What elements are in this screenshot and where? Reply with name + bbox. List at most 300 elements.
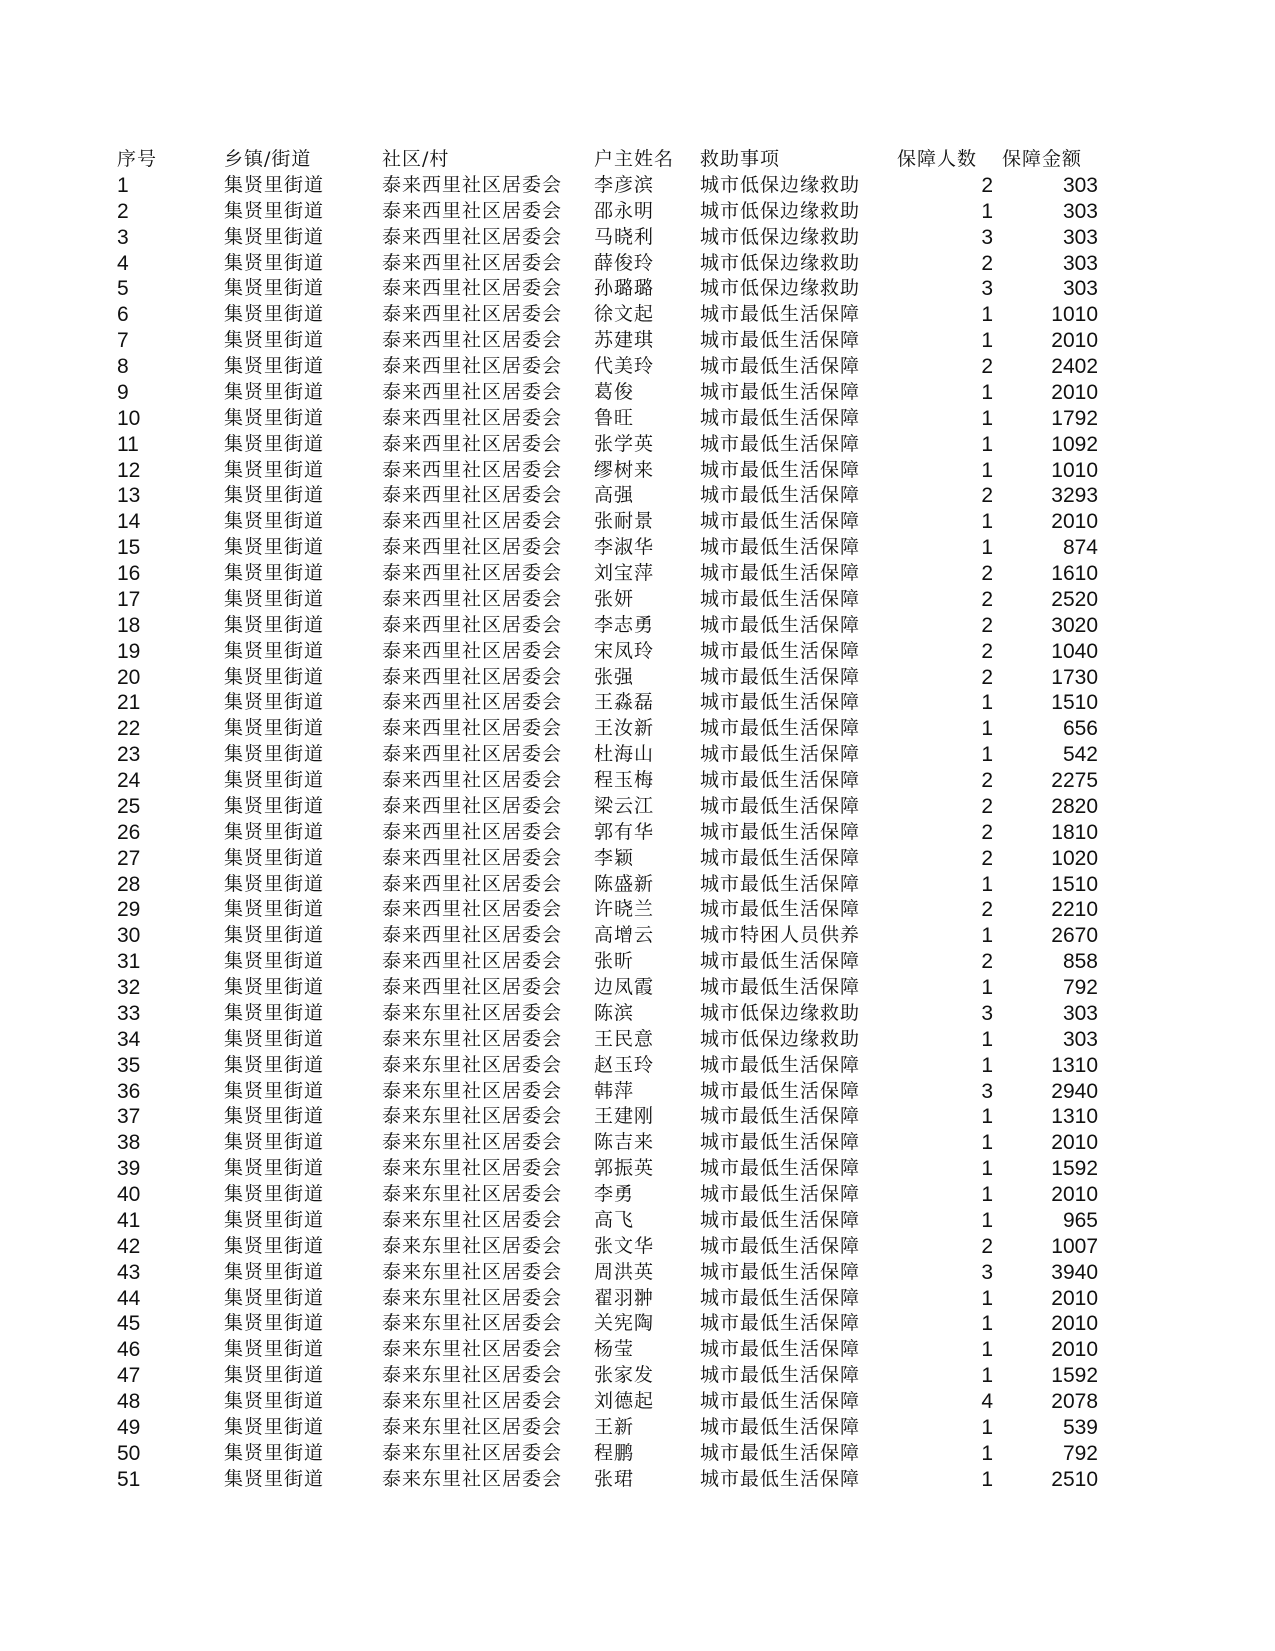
cell-no: 44: [117, 1286, 141, 1310]
cell-town: 集贤里街道: [224, 1441, 325, 1464]
cell-item: 城市最低生活保障: [700, 1234, 861, 1257]
cell-name: 李颖: [594, 846, 635, 869]
cell-item: 城市最低生活保障: [700, 1364, 861, 1387]
header-count: 保障人数: [897, 148, 978, 170]
cell-community: 泰来西里社区居委会: [382, 380, 563, 403]
cell-name: 杨莹: [594, 1338, 635, 1361]
cell-community: 泰来西里社区居委会: [382, 199, 563, 222]
table-row: [0, 1104, 1275, 1130]
table-row: [0, 1053, 1275, 1079]
cell-item: 城市最低生活保障: [700, 898, 861, 921]
cell-community: 泰来西里社区居委会: [382, 769, 563, 791]
cell-item: 城市低保边缘救助: [700, 251, 861, 274]
cell-community: 泰来西里社区居委会: [382, 458, 563, 481]
cell-amount: 1510: [1051, 691, 1098, 715]
cell-community: 泰来东里社区居委会: [382, 1131, 563, 1154]
cell-town: 集贤里街道: [224, 329, 325, 352]
cell-amount: 303: [1062, 1027, 1098, 1051]
cell-amount: 874: [1062, 536, 1098, 560]
cell-town: 集贤里街道: [224, 794, 325, 817]
cell-town: 集贤里街道: [224, 1053, 325, 1076]
cell-count: 1: [981, 329, 993, 353]
cell-community: 泰来西里社区居委会: [382, 665, 563, 688]
cell-amount: 303: [1062, 1001, 1098, 1025]
header-no: 序号: [117, 148, 158, 170]
cell-count: 1: [981, 1131, 993, 1155]
cell-community: 泰来西里社区居委会: [382, 743, 563, 766]
cell-town: 集贤里街道: [224, 924, 325, 947]
cell-community: 泰来西里社区居委会: [382, 898, 563, 921]
cell-town: 集贤里街道: [224, 1467, 325, 1490]
cell-amount: 2510: [1051, 1467, 1098, 1491]
cell-count: 1: [981, 406, 993, 430]
cell-amount: 1810: [1051, 820, 1098, 844]
table-row: [0, 1027, 1275, 1053]
cell-item: 城市最低生活保障: [700, 1260, 861, 1283]
cell-town: 集贤里街道: [224, 639, 325, 662]
cell-town: 集贤里街道: [224, 717, 325, 740]
cell-item: 城市最低生活保障: [700, 406, 861, 429]
cell-town: 集贤里街道: [224, 1312, 325, 1335]
cell-name: 王民意: [594, 1027, 655, 1050]
cell-item: 城市最低生活保障: [700, 1415, 861, 1438]
cell-no: 7: [117, 329, 129, 353]
cell-name: 王建刚: [594, 1105, 655, 1128]
cell-community: 泰来东里社区居委会: [382, 1467, 563, 1490]
cell-no: 51: [117, 1467, 141, 1491]
cell-amount: 2520: [1051, 587, 1098, 611]
cell-community: 泰来西里社区居委会: [382, 562, 563, 584]
cell-name: 张昕: [594, 950, 635, 973]
table-row: [0, 1311, 1275, 1337]
cell-item: 城市最低生活保障: [700, 1312, 861, 1335]
table-row: [0, 458, 1275, 484]
cell-no: 49: [117, 1415, 141, 1439]
table-row: [0, 1156, 1275, 1182]
table-row: [0, 846, 1275, 872]
cell-no: 4: [117, 251, 129, 275]
cell-name: 宋凤玲: [594, 639, 655, 662]
cell-amount: 1792: [1051, 406, 1098, 430]
cell-count: 2: [981, 251, 993, 275]
table-row: [0, 742, 1275, 768]
cell-item: 城市最低生活保障: [700, 562, 861, 584]
table-row: [0, 251, 1275, 277]
cell-no: 20: [117, 665, 141, 689]
cell-count: 2: [981, 950, 993, 974]
cell-community: 泰来西里社区居委会: [382, 613, 563, 636]
cell-no: 34: [117, 1027, 141, 1051]
cell-item: 城市最低生活保障: [700, 1441, 861, 1464]
cell-no: 32: [117, 976, 141, 999]
table-row: [0, 561, 1275, 587]
cell-name: 葛俊: [594, 380, 635, 403]
cell-count: 1: [981, 303, 993, 327]
cell-name: 张强: [594, 665, 635, 688]
cell-amount: 792: [1062, 976, 1098, 999]
table-row: [0, 173, 1275, 199]
cell-count: 1: [981, 1183, 993, 1206]
cell-item: 城市最低生活保障: [700, 950, 861, 973]
cell-count: 1: [981, 976, 993, 999]
cell-name: 邵永明: [594, 199, 655, 222]
cell-no: 36: [117, 1079, 141, 1103]
cell-community: 泰来西里社区居委会: [382, 406, 563, 429]
cell-item: 城市最低生活保障: [700, 380, 861, 403]
cell-amount: 1730: [1051, 665, 1098, 689]
cell-name: 杜海山: [594, 743, 655, 766]
cell-name: 张妍: [594, 587, 635, 610]
cell-amount: 2275: [1051, 769, 1098, 792]
cell-amount: 2010: [1051, 329, 1098, 353]
cell-community: 泰来东里社区居委会: [382, 1415, 563, 1438]
header-amount: 保障金额: [1002, 148, 1083, 170]
table-row: [0, 716, 1275, 742]
cell-count: 1: [981, 691, 993, 715]
cell-amount: 3020: [1051, 613, 1098, 637]
cell-town: 集贤里街道: [224, 1364, 325, 1387]
cell-count: 1: [981, 1415, 993, 1439]
cell-no: 28: [117, 872, 141, 896]
cell-amount: 1592: [1051, 1157, 1098, 1181]
cell-name: 徐文起: [594, 303, 655, 326]
table-row: [0, 613, 1275, 639]
cell-name: 张家发: [594, 1364, 655, 1387]
table-row: [0, 1415, 1275, 1441]
cell-item: 城市最低生活保障: [700, 1053, 861, 1076]
cell-town: 集贤里街道: [224, 1001, 325, 1024]
table-row: [0, 1441, 1275, 1467]
cell-community: 泰来东里社区居委会: [382, 1208, 563, 1231]
cell-item: 城市最低生活保障: [700, 717, 861, 740]
cell-town: 集贤里街道: [224, 872, 325, 895]
cell-count: 2: [981, 484, 993, 508]
cell-count: 2: [981, 1234, 993, 1258]
cell-community: 泰来东里社区居委会: [382, 1027, 563, 1050]
cell-town: 集贤里街道: [224, 587, 325, 610]
cell-community: 泰来东里社区居委会: [382, 1157, 563, 1180]
cell-town: 集贤里街道: [224, 820, 325, 843]
cell-item: 城市低保边缘救助: [700, 173, 861, 196]
cell-town: 集贤里街道: [224, 1234, 325, 1257]
cell-item: 城市最低生活保障: [700, 665, 861, 688]
cell-no: 25: [117, 794, 141, 818]
cell-amount: 2210: [1051, 898, 1098, 922]
cell-community: 泰来东里社区居委会: [382, 1234, 563, 1257]
table-row: [0, 1208, 1275, 1234]
cell-item: 城市最低生活保障: [700, 587, 861, 610]
cell-name: 李勇: [594, 1183, 635, 1205]
cell-community: 泰来东里社区居委会: [382, 1183, 563, 1205]
cell-no: 18: [117, 613, 141, 637]
cell-item: 城市最低生活保障: [700, 846, 861, 869]
cell-count: 1: [981, 924, 993, 948]
cell-item: 城市最低生活保障: [700, 355, 861, 377]
cell-amount: 1092: [1051, 432, 1098, 456]
cell-amount: 303: [1062, 251, 1098, 275]
cell-town: 集贤里街道: [224, 484, 325, 507]
cell-name: 高增云: [594, 924, 655, 947]
cell-community: 泰来西里社区居委会: [382, 510, 563, 533]
cell-name: 王新: [594, 1415, 635, 1438]
cell-count: 2: [981, 639, 993, 663]
cell-count: 1: [981, 1286, 993, 1310]
cell-item: 城市最低生活保障: [700, 432, 861, 455]
cell-town: 集贤里街道: [224, 1079, 325, 1102]
cell-count: 1: [981, 1364, 993, 1388]
cell-town: 集贤里街道: [224, 769, 325, 791]
cell-amount: 303: [1062, 225, 1098, 249]
cell-count: 1: [981, 1467, 993, 1491]
cell-count: 3: [981, 277, 993, 301]
cell-amount: 2010: [1051, 1131, 1098, 1155]
cell-amount: 1610: [1051, 562, 1098, 585]
cell-amount: 2078: [1051, 1390, 1098, 1413]
cell-no: 31: [117, 950, 141, 974]
cell-community: 泰来东里社区居委会: [382, 1105, 563, 1128]
cell-count: 1: [981, 743, 993, 767]
cell-no: 45: [117, 1312, 141, 1336]
cell-town: 集贤里街道: [224, 743, 325, 766]
cell-no: 14: [117, 510, 141, 534]
cell-count: 1: [981, 1053, 993, 1077]
cell-no: 6: [117, 303, 129, 327]
cell-item: 城市最低生活保障: [700, 1208, 861, 1231]
cell-community: 泰来西里社区居委会: [382, 794, 563, 817]
table-row: [0, 406, 1275, 432]
table-row: [0, 923, 1275, 949]
cell-amount: 2010: [1051, 510, 1098, 534]
cell-town: 集贤里街道: [224, 1183, 325, 1205]
cell-no: 8: [117, 355, 129, 378]
cell-name: 刘宝萍: [594, 562, 655, 584]
cell-name: 张文华: [594, 1234, 655, 1257]
cell-name: 陈滨: [594, 1001, 635, 1024]
cell-name: 郭振英: [594, 1157, 655, 1180]
cell-town: 集贤里街道: [224, 432, 325, 455]
cell-name: 韩萍: [594, 1079, 635, 1102]
cell-amount: 303: [1062, 199, 1098, 223]
table-row: [0, 872, 1275, 898]
cell-count: 2: [981, 173, 993, 197]
table-row: [0, 276, 1275, 302]
cell-count: 3: [981, 1260, 993, 1284]
cell-count: 1: [981, 199, 993, 223]
cell-amount: 1510: [1051, 872, 1098, 896]
cell-town: 集贤里街道: [224, 225, 325, 248]
cell-name: 陈吉来: [594, 1131, 655, 1154]
cell-count: 1: [981, 1105, 993, 1129]
cell-name: 王淼磊: [594, 691, 655, 714]
cell-town: 集贤里街道: [224, 846, 325, 869]
table-row: [0, 1389, 1275, 1415]
cell-community: 泰来东里社区居委会: [382, 1286, 563, 1309]
cell-no: 11: [117, 432, 139, 456]
cell-no: 43: [117, 1260, 141, 1284]
cell-name: 张耐景: [594, 510, 655, 533]
cell-town: 集贤里街道: [224, 1157, 325, 1180]
table-row: [0, 328, 1275, 354]
cell-town: 集贤里街道: [224, 510, 325, 533]
table-row: [0, 587, 1275, 613]
cell-community: 泰来西里社区居委会: [382, 691, 563, 714]
cell-name: 关宪陶: [594, 1312, 655, 1335]
cell-name: 翟羽翀: [594, 1286, 655, 1309]
cell-item: 城市低保边缘救助: [700, 199, 861, 222]
cell-amount: 2010: [1051, 1183, 1098, 1206]
cell-item: 城市低保边缘救助: [700, 1027, 861, 1050]
cell-town: 集贤里街道: [224, 1027, 325, 1050]
table-row: [0, 1286, 1275, 1312]
cell-count: 1: [981, 510, 993, 534]
cell-no: 35: [117, 1053, 141, 1077]
cell-no: 30: [117, 924, 141, 948]
cell-count: 1: [981, 458, 993, 482]
cell-count: 1: [981, 717, 993, 741]
cell-no: 50: [117, 1441, 141, 1465]
cell-amount: 2402: [1051, 355, 1098, 378]
table-row: [0, 1363, 1275, 1389]
cell-item: 城市低保边缘救助: [700, 1001, 861, 1024]
cell-count: 2: [981, 587, 993, 611]
cell-town: 集贤里街道: [224, 976, 325, 998]
cell-item: 城市最低生活保障: [700, 1131, 861, 1154]
cell-item: 城市最低生活保障: [700, 769, 861, 791]
cell-count: 3: [981, 225, 993, 249]
table-row: [0, 690, 1275, 716]
cell-amount: 2940: [1051, 1079, 1098, 1103]
cell-no: 5: [117, 277, 129, 301]
cell-town: 集贤里街道: [224, 251, 325, 274]
table-row: [0, 509, 1275, 535]
cell-name: 赵玉玲: [594, 1053, 655, 1076]
cell-no: 23: [117, 743, 141, 767]
cell-community: 泰来东里社区居委会: [382, 1053, 563, 1076]
cell-no: 39: [117, 1157, 141, 1181]
cell-town: 集贤里街道: [224, 355, 325, 377]
cell-name: 代美玲: [594, 355, 655, 377]
cell-amount: 2010: [1051, 1338, 1098, 1362]
cell-town: 集贤里街道: [224, 303, 325, 326]
table-row: [0, 665, 1275, 691]
cell-community: 泰来西里社区居委会: [382, 536, 563, 559]
cell-item: 城市最低生活保障: [700, 976, 861, 998]
cell-no: 29: [117, 898, 141, 922]
cell-name: 孙璐璐: [594, 277, 655, 300]
cell-item: 城市最低生活保障: [700, 1105, 861, 1128]
cell-no: 41: [117, 1208, 141, 1232]
cell-item: 城市低保边缘救助: [700, 225, 861, 248]
cell-amount: 3293: [1051, 484, 1098, 508]
cell-amount: 2010: [1051, 1286, 1098, 1310]
header-community: 社区/村: [382, 148, 450, 170]
cell-town: 集贤里街道: [224, 1338, 325, 1361]
cell-item: 城市最低生活保障: [700, 458, 861, 481]
cell-no: 46: [117, 1338, 141, 1362]
cell-town: 集贤里街道: [224, 950, 325, 973]
cell-name: 程玉梅: [594, 769, 655, 791]
cell-name: 薛俊玲: [594, 251, 655, 274]
table-row: [0, 225, 1275, 251]
cell-count: 1: [981, 1208, 993, 1232]
cell-item: 城市最低生活保障: [700, 872, 861, 895]
cell-count: 2: [981, 846, 993, 870]
cell-no: 2: [117, 199, 129, 223]
cell-name: 高强: [594, 484, 635, 507]
cell-item: 城市最低生活保障: [700, 691, 861, 714]
cell-count: 2: [981, 613, 993, 637]
cell-town: 集贤里街道: [224, 665, 325, 688]
cell-name: 李淑华: [594, 536, 655, 559]
cell-name: 张珺: [594, 1467, 635, 1490]
cell-no: 15: [117, 536, 141, 560]
cell-no: 12: [117, 458, 141, 482]
cell-community: 泰来东里社区居委会: [382, 1338, 563, 1361]
cell-item: 城市最低生活保障: [700, 743, 861, 766]
cell-town: 集贤里街道: [224, 536, 325, 559]
cell-town: 集贤里街道: [224, 277, 325, 300]
cell-amount: 1007: [1051, 1234, 1098, 1258]
cell-community: 泰来西里社区居委会: [382, 846, 563, 869]
cell-no: 17: [117, 587, 141, 611]
cell-item: 城市最低生活保障: [700, 1338, 861, 1361]
cell-community: 泰来西里社区居委会: [382, 277, 563, 300]
table-row: [0, 975, 1275, 1001]
cell-count: 2: [981, 898, 993, 922]
table-row: [0, 1079, 1275, 1105]
cell-amount: 792: [1062, 1441, 1098, 1465]
cell-no: 42: [117, 1234, 141, 1258]
cell-town: 集贤里街道: [224, 1260, 325, 1283]
cell-community: 泰来西里社区居委会: [382, 329, 563, 352]
cell-town: 集贤里街道: [224, 458, 325, 481]
table-row: [0, 1337, 1275, 1363]
cell-community: 泰来东里社区居委会: [382, 1312, 563, 1335]
cell-amount: 2010: [1051, 380, 1098, 404]
cell-community: 泰来西里社区居委会: [382, 820, 563, 843]
cell-name: 刘德起: [594, 1390, 655, 1412]
cell-name: 缪树来: [594, 458, 655, 481]
table-row: [0, 1234, 1275, 1260]
table-row: [0, 768, 1275, 794]
cell-town: 集贤里街道: [224, 406, 325, 429]
cell-count: 2: [981, 665, 993, 689]
cell-community: 泰来东里社区居委会: [382, 1001, 563, 1024]
cell-no: 26: [117, 820, 141, 844]
cell-item: 城市最低生活保障: [700, 1390, 861, 1412]
cell-count: 1: [981, 1027, 993, 1051]
table-row: [0, 354, 1275, 380]
cell-town: 集贤里街道: [224, 380, 325, 403]
table-row: [0, 794, 1275, 820]
table-row: [0, 820, 1275, 846]
table-row: [0, 1182, 1275, 1208]
cell-name: 苏建琪: [594, 329, 655, 352]
cell-name: 鲁旺: [594, 406, 635, 429]
cell-amount: 2820: [1051, 794, 1098, 818]
cell-item: 城市最低生活保障: [700, 820, 861, 843]
cell-amount: 858: [1062, 950, 1098, 974]
cell-item: 城市最低生活保障: [700, 613, 861, 636]
cell-item: 城市最低生活保障: [700, 1183, 861, 1205]
cell-town: 集贤里街道: [224, 691, 325, 714]
table-row: [0, 1260, 1275, 1286]
cell-count: 1: [981, 1441, 993, 1465]
cell-count: 1: [981, 432, 993, 456]
table-row: [0, 897, 1275, 923]
cell-count: 2: [981, 794, 993, 818]
cell-count: 4: [981, 1390, 993, 1413]
